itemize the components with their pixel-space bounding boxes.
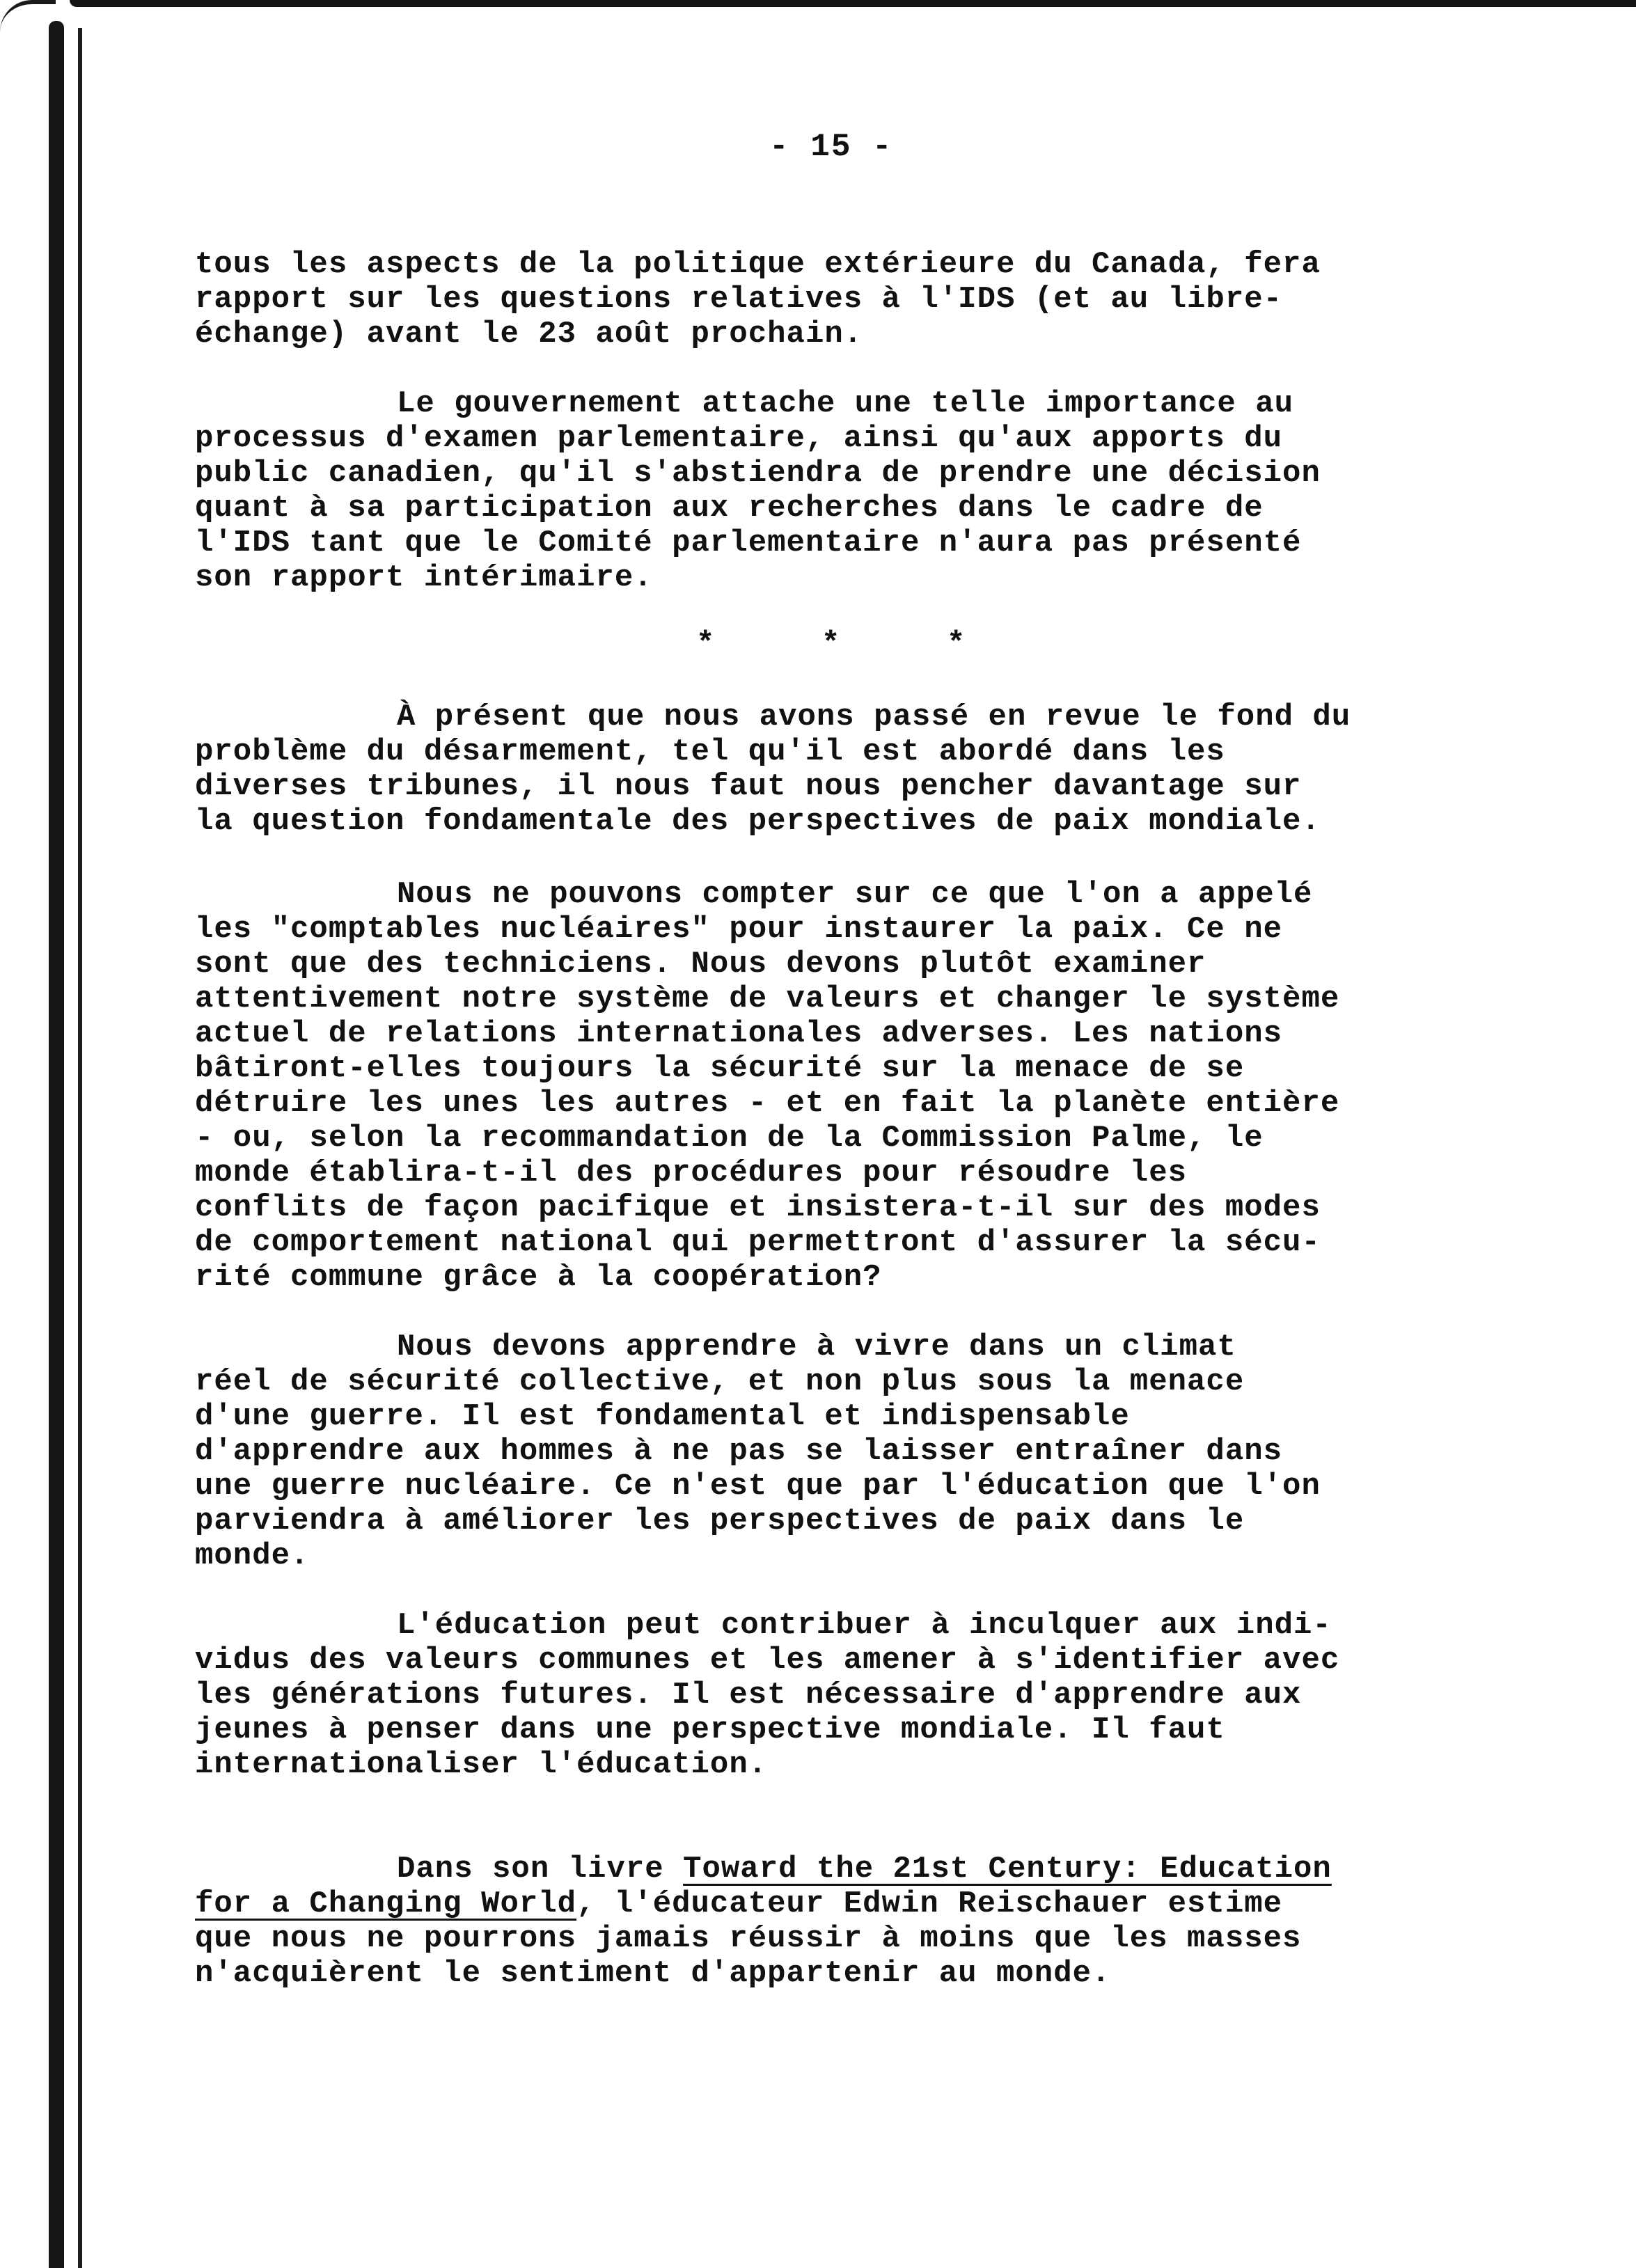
separator-star: * xyxy=(696,627,715,661)
paragraph-disarmament: À présent que nous avons passé en revue le fond du problème du désarmement, tel qu'il est abordé dans les diverses tribunes, il nous faut nous pencher davantage sur la question fondamentale des perspectives de paix mondiale. xyxy=(195,700,1351,839)
book-title: Toward the 21st Century: Education xyxy=(683,1852,1332,1887)
paragraph-continuation: tous les aspects de la politique extérieure du Canada, fera rapport sur les questions relatives à l'IDS (et au libre- échange) avant le 23 août prochain. xyxy=(195,247,1321,352)
section-separator xyxy=(0,627,1636,661)
paragraph-education: L'éducation peut contribuer à inculquer aux indi- vidus des valeurs communes et les amener à s'identifier avec les générations futures. Il est nécessaire d'apprendre aux jeunes à penser dans une perspective mondiale. Il faut internationaliser l'éducation. xyxy=(195,1608,1340,1782)
paragraph-nuclear-accountants: Nous ne pouvons compter sur ce que l'on a appelé les "comptables nucléaires" pour instaurer la paix. Ce ne sont que des techniciens. Nous devons plutôt examiner attentivement notre système de valeurs et changer le système actuel de relations internationales adverses. Les nations bâtiront-elles toujours la sécurité sur la menace de se détruire les unes les autres - et en fait la planète entière - ou, selon la recommandation de la Commission Palme, le monde établira-t-il des procédures pour résoudre les conflits de façon pacifique et insistera-t-il sur des modes de comportement national qui permettront d'assurer la sécu- rité commune grâce à la coopération? xyxy=(195,877,1340,1295)
paragraph-reischauer xyxy=(195,1817,1476,1991)
paragraph-government: Le gouvernement attache une telle importance au processus d'examen parlementaire, ainsi qu'aux apports du public canadien, qu'il s'abstiendra de prendre une décision quant à sa participation aux recherches dans le cadre de l'IDS tant que le Comité parlementaire n'aura pas présenté son rapport intérimaire. xyxy=(195,386,1321,595)
paragraph-text: , l'éducateur Edwin Reischauer estime xyxy=(576,1887,1283,1921)
separator-star: * xyxy=(947,627,966,661)
binder-edge-inner xyxy=(78,28,82,2268)
binder-edge-top xyxy=(70,0,1636,7)
book-title-continued: for a Changing World xyxy=(195,1887,577,1921)
separator-star: * xyxy=(821,627,840,661)
paragraph-intro: Dans son livre xyxy=(397,1852,684,1887)
binder-edge-left xyxy=(49,21,64,2268)
binder-corner xyxy=(0,0,56,32)
page-number: - 15 - xyxy=(769,129,893,165)
paragraph-collective-security: Nous devons apprendre à vivre dans un climat réel de sécurité collective, et non plus sous la menace d'une guerre. Il est fondamental et indispensable d'apprendre aux hommes à ne pas se laisser entraîner dans une guerre nucléaire. Ce n'est que par l'éducation que l'on parviendra à améliorer les perspectives de paix dans le monde. xyxy=(195,1330,1321,1573)
paragraph-text-end: que nous ne pourrons jamais réussir à moins que les masses n'acquièrent le sentiment d'appartenir au monde. xyxy=(195,1921,1302,1991)
